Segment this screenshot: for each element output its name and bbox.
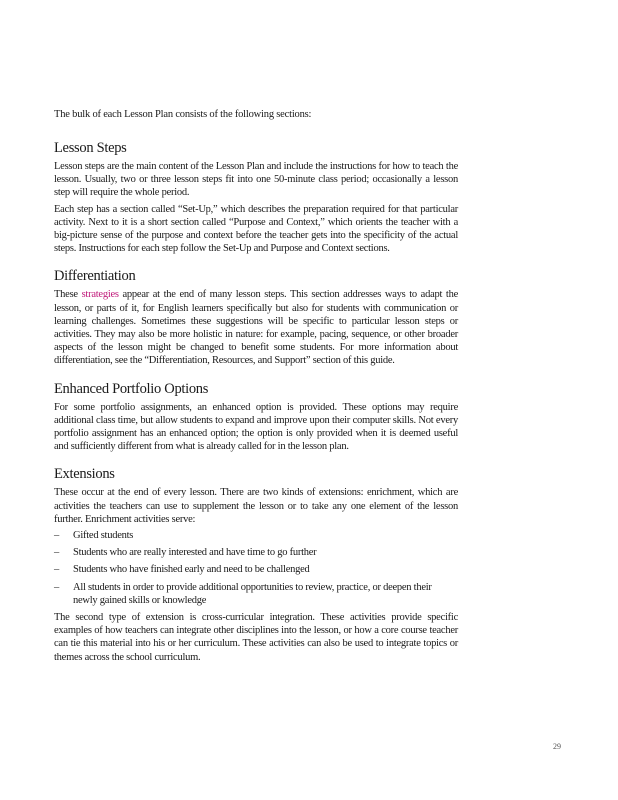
list-item xyxy=(54,563,458,576)
strategies-link[interactable]: strategies xyxy=(81,289,119,301)
dash-marker: – xyxy=(54,530,59,542)
enhanced-paragraph: For some portfolio assignments, an enhanced option is provided. These options may require additional class time, but allow students to expand and improve upon their computer skills. Not every portfolio assignment has an enhanced option; the option is only provided when it is deemed useful and sufficiently different from what is already called for in the lesson plan. xyxy=(54,401,458,453)
list-item xyxy=(54,529,458,542)
differentiation-rest: appear at the end of many lesson steps. This section addresses ways to adapt the lesson, or parts of it, for English learners specifically but also for students with communication or learning challenges. Sometimes these suggestions will be specific to particular lesson steps or activities. They may also be more holistic in nature: for example, pacing, sequence, or other broader aspects of the lesson might be changed to benefit some students. For more information about differentiation, see the “Differentiation, Resources, and Support” section of this guide. xyxy=(54,289,458,367)
heading-enhanced-portfolio: Enhanced Portfolio Options xyxy=(54,380,209,397)
differentiation-paragraph xyxy=(54,288,458,367)
extensions-paragraph-2: The second type of extension is cross-curricular integration. These activities provide specific examples of how teachers can integrate other disciplines into the lesson, or how a core course teacher can tie this material into his or her curriculum. These activities can also be used to integrate topics or themes across the school curriculum. xyxy=(54,612,458,663)
list-item-text: Students who are really interested and have time to go further xyxy=(73,547,317,559)
heading-lesson-steps: Lesson Steps xyxy=(54,140,127,156)
dash-marker: – xyxy=(54,547,59,559)
differentiation-prefix: These xyxy=(54,289,82,301)
intro-text: The bulk of each Lesson Plan consists of the following sections: xyxy=(54,109,312,120)
document-page xyxy=(54,108,458,676)
dash-marker: – xyxy=(54,581,59,593)
section-lesson-steps xyxy=(54,139,458,255)
list-item xyxy=(54,581,458,607)
dash-marker: – xyxy=(54,564,59,576)
lesson-steps-paragraph-2: Each step has a section called “Set-Up,” which describes the preparation required for that particular activity. Next to it is a short section called “Purpose and Context,” which orients the teacher with a big-picture sense of the purpose and context before the teacher gets into the specificity of the actual steps. Instructions for each step follow the Set-Up and Purpose and Context sections. xyxy=(54,203,458,255)
page-number: 29 xyxy=(553,742,561,751)
list-item-text: All students in order to provide additional opportunities to review, practice, or deepen their newly gained skills or knowledge xyxy=(73,581,432,606)
list-item-text: Students who have finished early and need to be challenged xyxy=(73,564,310,576)
extensions-paragraph-1: These occur at the end of every lesson. There are two kinds of extensions: enrichment, which are activities the teachers can use to supplement the lesson or to take any one element of the lesson further. Enrichment activities serve: xyxy=(54,487,458,525)
list-item-text: Gifted students xyxy=(73,530,134,542)
section-extensions xyxy=(54,465,458,663)
section-enhanced-portfolio xyxy=(54,380,458,454)
enrichment-list xyxy=(54,529,458,607)
heading-differentiation: Differentiation xyxy=(54,268,136,285)
list-item xyxy=(54,546,458,559)
lesson-steps-paragraph-1: Lesson steps are the main content of the Lesson Plan and include the instructions for how to teach the lesson. Usually, two or three lesson steps fit into one 50-minute class period; occasionally a lesson step will require the whole period. xyxy=(54,161,458,199)
heading-extensions: Extensions xyxy=(54,466,115,483)
section-differentiation xyxy=(54,267,458,367)
